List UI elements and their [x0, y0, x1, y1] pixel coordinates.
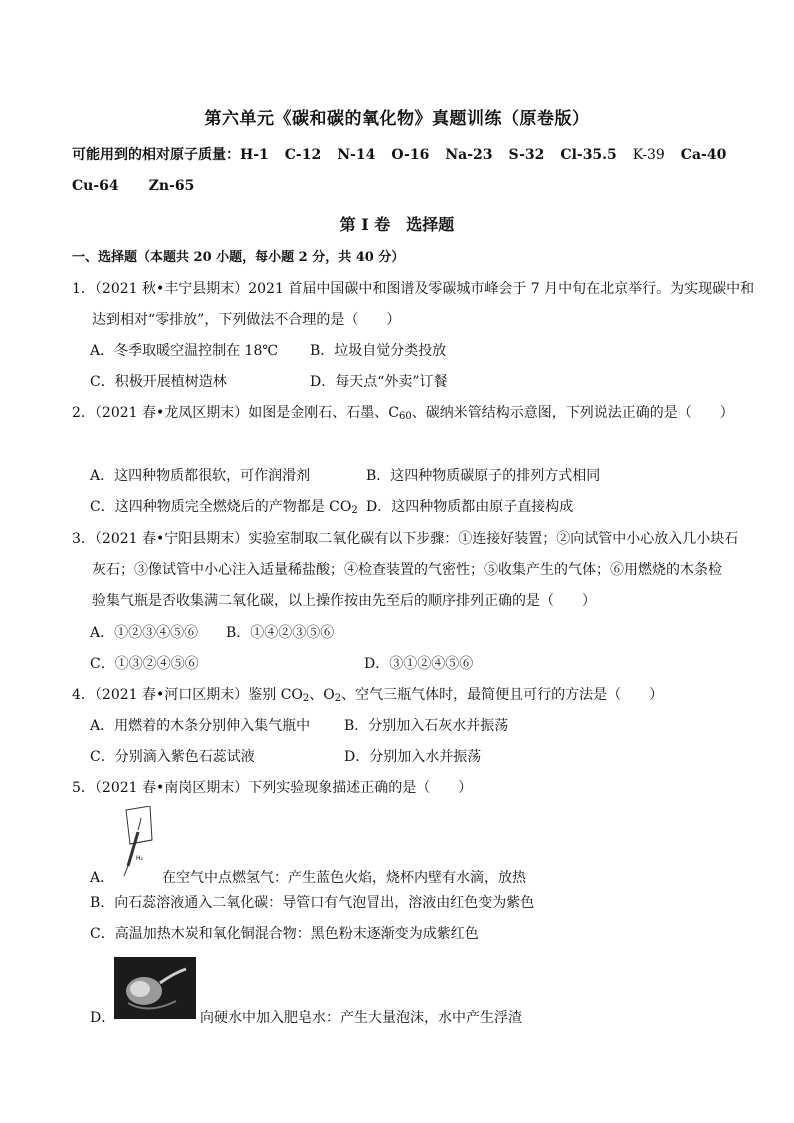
mass-item: Cl-35.5: [560, 147, 617, 163]
q4-option-a: A．用燃着的木条分别伸入集气瓶中: [90, 718, 311, 734]
question-3-text: 3．（2021 春•宁阳县期末）实验室制取二氧化碳有以下步骤：①连接好装置；②向试管中小心放入几小块石: [72, 531, 739, 547]
q1-option-c: C．积极开展植树造林: [90, 374, 227, 390]
q1-option-b: B．垃圾自觉分类投放: [310, 343, 447, 359]
question-1-text-cont: 达到相对“零排放”，下列做法不合理的是（ ）: [92, 312, 401, 328]
q2-option-c-sub: 2: [351, 505, 358, 516]
q2-option-c: [90, 498, 358, 516]
q2-option-c-text: C．这四种物质完全燃烧后的产物都是 CO: [90, 499, 352, 515]
hard-water-photo: [114, 957, 196, 1019]
mass-item: N-14: [337, 147, 376, 163]
mass-item: Na-23: [445, 147, 493, 163]
question-1-text: 1．（2021 秋•丰宁县期末）2021 首届中国碳中和图谱及零碳城市峰会于 7 月中旬在北京举行。为实现碳中和: [72, 281, 755, 297]
q5-option-d-label: D．: [90, 1010, 116, 1026]
q2-option-a: A．这四种物质都很软，可作润滑剂: [90, 468, 311, 484]
atomic-masses-line-2: [72, 177, 224, 195]
q5-option-a-text: 在空气中点燃氢气：产生蓝色火焰，烧杯内壁有水滴，放热: [162, 870, 526, 886]
q4-sub-1: 2: [302, 693, 310, 704]
q2-option-d: D．这四种物质都由原子直接构成: [366, 499, 574, 515]
q5-option-d-text: 向硬水中加入肥皂水：产生大量泡沫，水中产生浮渣: [200, 1010, 522, 1026]
q4-option-d: D．分别加入水并振荡: [344, 749, 482, 765]
mass-item: K-39: [632, 147, 665, 163]
q1-option-a: A．冬季取暖空温控制在 18℃: [90, 343, 279, 359]
mass-item: Zn-65: [148, 178, 195, 194]
q4-sub-2: 2: [334, 693, 342, 704]
atomic-masses-label: 可能用到的相对原子质量：: [72, 147, 240, 163]
figure-h2-label: H₂: [136, 855, 143, 862]
q3-option-d: D．③①②④⑤⑥: [364, 656, 474, 672]
q4-text-c: 、空气三瓶气体时，最简便且可行的方法是（ ）: [341, 687, 664, 703]
question-2-text: [72, 404, 734, 422]
question-3-text-cont: 灰石；③像试管中小心注入适量稀盐酸；④检查装置的气密性；⑤收集产生的气体；⑥用燃烧的木条检: [92, 562, 722, 578]
part-title: 一、选择题（本题共 20 小题，每小题 2 分，共 40 分）: [72, 250, 405, 265]
q2-text-a: 2．（2021 春•龙凤区期末）如图是金刚石、石墨、C: [72, 405, 399, 421]
question-5-text: 5．（2021 春•南岗区期末）下列实验现象描述正确的是（ ）: [72, 780, 473, 796]
q3-option-c: C．①③②④⑤⑥: [90, 656, 199, 672]
q3-option-b: B．①④②③⑤⑥: [226, 625, 335, 641]
q2-option-b: B．这四种物质碳原子的排列方式相同: [366, 468, 601, 484]
q1-option-d: D．每天点“外卖”订餐: [310, 374, 448, 390]
mass-item: H-1: [240, 147, 269, 163]
q2-text-b: 、碳纳米管结构示意图，下列说法正确的是（ ）: [411, 405, 734, 421]
page-title: 第六单元《碳和碳的氧化物》真题训练（原卷版）: [204, 109, 590, 129]
mass-item: C-12: [284, 147, 322, 163]
mass-item: S-32: [508, 147, 545, 163]
q5-option-a-label: A．: [90, 870, 115, 886]
q5-option-c: C．高温加热木炭和氧化铜混合物：黑色粉末逐渐变为成紫红色: [90, 926, 479, 942]
mass-item: O-16: [391, 147, 430, 163]
question-4-text: [72, 686, 663, 704]
q4-option-c: C．分别滴入紫色石蕊试液: [90, 749, 255, 765]
q4-text-a: 4．（2021 春•河口区期末）鉴别 CO: [72, 687, 303, 703]
section-title: 第 I 卷 选择题: [339, 215, 455, 234]
q4-text-b: 、O: [309, 687, 335, 703]
mass-item: Ca-40: [680, 147, 727, 163]
q4-option-b: B．分别加入石灰水并振荡: [344, 718, 509, 734]
atomic-masses-line: [72, 146, 742, 164]
hydrogen-burning-figure: [116, 806, 156, 878]
mass-item: Cu-64: [72, 178, 119, 194]
hard-water-photo-drawing: [114, 957, 196, 1019]
question-3-text-cont-2: 验集气瓶是否收集满二氧化碳，以上操作按由先至后的顺序排列正确的是（ ）: [92, 593, 596, 609]
q3-option-a: A．①②③④⑤⑥: [90, 625, 199, 641]
q2-sub: 60: [398, 411, 412, 422]
q5-option-b: B．向石蕊溶液通入二氧化碳：导管口有气泡冒出，溶液由红色变为紫色: [90, 895, 535, 911]
